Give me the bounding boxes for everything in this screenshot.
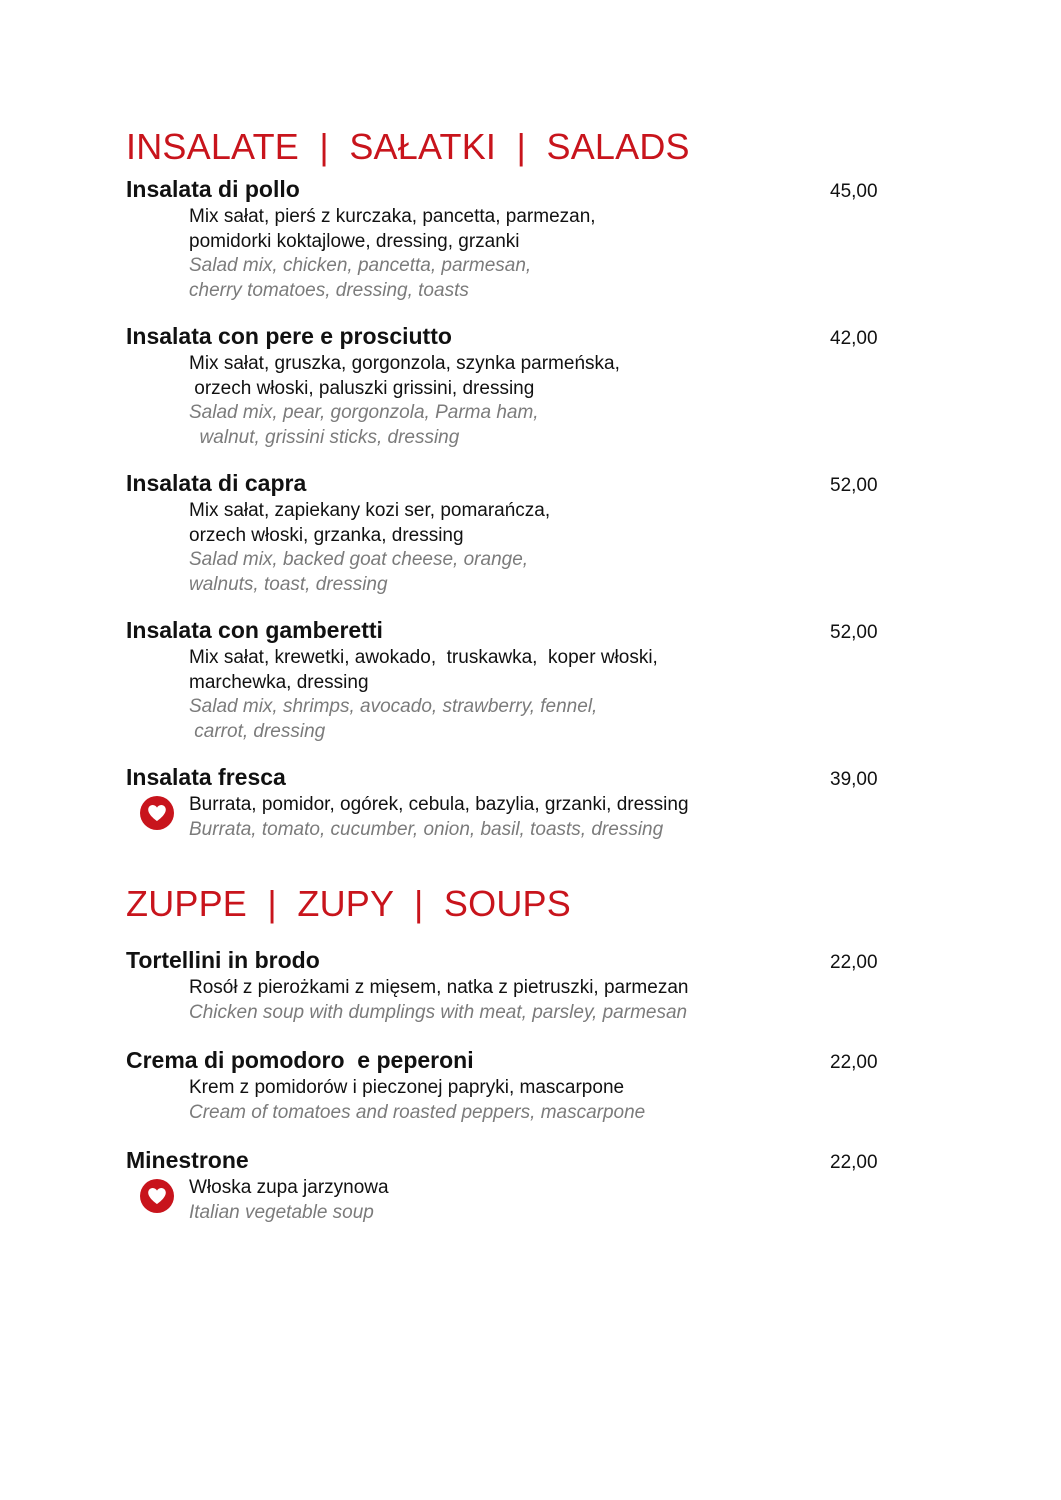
description-polish: marchewka, dressing (189, 671, 369, 693)
menu-item (126, 176, 886, 303)
description-english: Salad mix, chicken, pancetta, parmesan, (189, 255, 532, 276)
dish-name: Crema di pomodoro e peperoni (126, 1047, 474, 1073)
description-polish: Rosół z pierożkami z mięsem, natka z pietruszki, parmezan (189, 977, 689, 998)
menu-item-header (126, 1047, 886, 1076)
dish-description (126, 793, 886, 842)
dish-price: 52,00 (830, 475, 878, 496)
menu-item (126, 764, 886, 842)
menu-item (126, 1147, 886, 1225)
menu-item-header (126, 947, 886, 976)
description-polish: pomidorki koktajlowe, dressing, grzanki (189, 230, 520, 252)
dish-description (126, 1076, 886, 1125)
description-polish: Mix sałat, gruszka, gorgonzola, szynka parmeńska, (189, 353, 620, 374)
menu-item-header (126, 176, 886, 205)
description-english: cherry tomatoes, dressing, toasts (189, 279, 469, 301)
description-english: Salad mix, shrimps, avocado, strawberry, fennel, (189, 696, 598, 717)
description-polish: orzech włoski, paluszki grissini, dressing (189, 377, 535, 399)
dish-price: 45,00 (830, 181, 878, 202)
dish-price: 42,00 (830, 328, 878, 349)
soups-list (126, 947, 886, 1225)
heart-icon (140, 1179, 174, 1213)
menu-item-header (126, 470, 886, 499)
salads-list (126, 176, 886, 842)
dish-price: 22,00 (830, 1152, 878, 1173)
description-polish: Krem z pomidorów i pieczonej papryki, mascarpone (189, 1077, 625, 1098)
dish-price: 22,00 (830, 952, 878, 973)
description-polish: orzech włoski, grzanka, dressing (189, 524, 464, 546)
description-english: walnuts, toast, dressing (189, 573, 388, 595)
dish-name: Insalata fresca (126, 764, 286, 790)
description-english: Italian vegetable soup (189, 1201, 374, 1223)
description-polish: Mix sałat, krewetki, awokado, truskawka, koper włoski, (189, 647, 658, 668)
dish-description (126, 205, 886, 303)
dish-description (126, 352, 886, 450)
description-english: Cream of tomatoes and roasted peppers, mascarpone (189, 1101, 646, 1123)
heart-icon (140, 796, 174, 830)
description-english: walnut, grissini sticks, dressing (189, 426, 460, 448)
dish-name: Insalata con pere e prosciutto (126, 323, 452, 349)
salads-section-title: INSALATE | SAŁATKI | SALADS (126, 126, 690, 167)
dish-price: 52,00 (830, 622, 878, 643)
soups-section-title: ZUPPE | ZUPY | SOUPS (126, 883, 571, 924)
dish-description (126, 499, 886, 597)
description-english: Chicken soup with dumplings with meat, parsley, parmesan (189, 1001, 688, 1023)
dish-name: Tortellini in brodo (126, 947, 320, 973)
menu-item (126, 323, 886, 450)
menu-item-header (126, 617, 886, 646)
menu-item (126, 617, 886, 744)
menu-item-header (126, 1147, 886, 1176)
menu-item-header (126, 764, 886, 793)
description-polish: Mix sałat, pierś z kurczaka, pancetta, parmezan, (189, 206, 596, 227)
dish-description (126, 646, 886, 744)
menu-item (126, 947, 886, 1025)
dish-name: Insalata di capra (126, 470, 307, 496)
dish-name: Insalata con gamberetti (126, 617, 383, 643)
menu-page (126, 125, 886, 1225)
dish-description (126, 1176, 886, 1225)
dish-price: 22,00 (830, 1052, 878, 1073)
description-english: Salad mix, backed goat cheese, orange, (189, 549, 529, 570)
description-polish: Mix sałat, zapiekany kozi ser, pomarańcza, (189, 500, 551, 521)
dish-description (126, 976, 886, 1025)
dish-name: Minestrone (126, 1147, 249, 1173)
menu-item (126, 470, 886, 597)
description-english: Burrata, tomato, cucumber, onion, basil, toasts, dressing (189, 818, 664, 840)
menu-item (126, 1047, 886, 1125)
description-english: carrot, dressing (189, 720, 326, 742)
description-english: Salad mix, pear, gorgonzola, Parma ham, (189, 402, 539, 423)
menu-item-header (126, 323, 886, 352)
dish-name: Insalata di pollo (126, 176, 300, 202)
description-polish: Włoska zupa jarzynowa (189, 1177, 389, 1198)
description-polish: Burrata, pomidor, ogórek, cebula, bazylia, grzanki, dressing (189, 794, 689, 815)
dish-price: 39,00 (830, 769, 878, 790)
